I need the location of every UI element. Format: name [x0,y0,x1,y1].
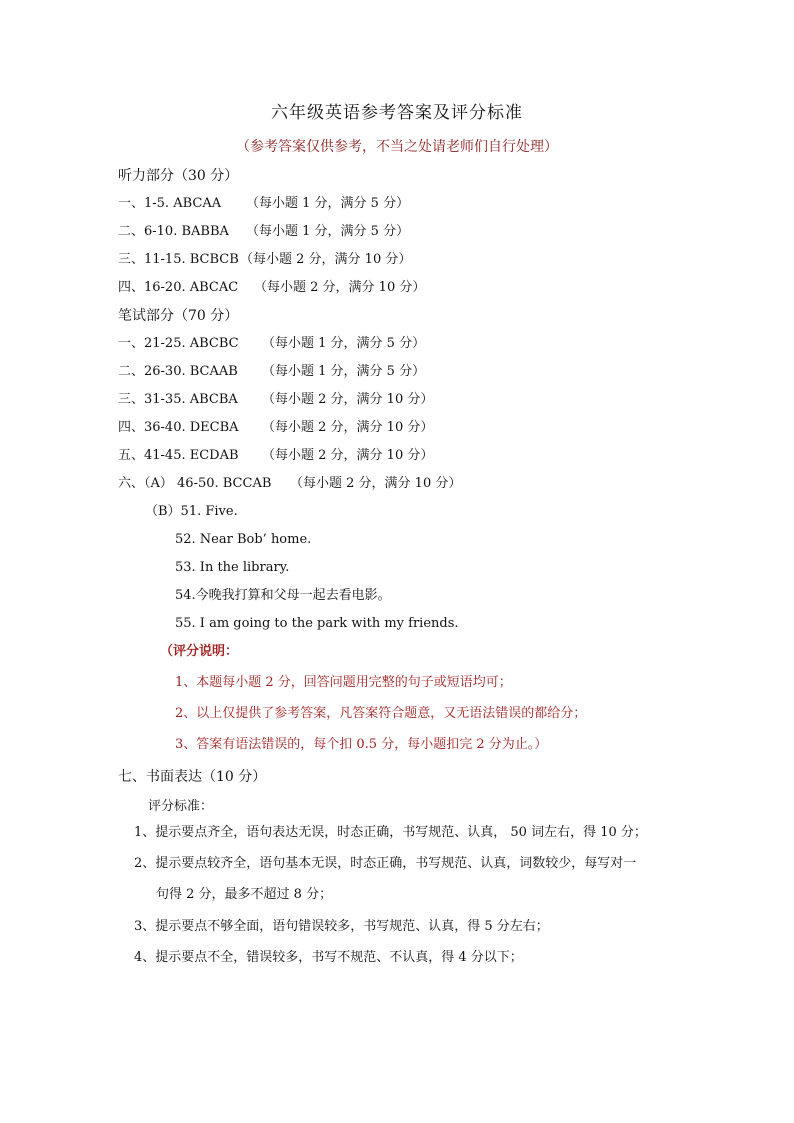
written-item-4 [118,419,434,437]
score-note: （每小题 1 分，满分 5 分） [262,364,426,379]
written-item-2 [118,363,426,381]
listening-item-2 [118,223,410,241]
score-note: （每小题 2 分，满分 10 分） [240,252,412,267]
score-note: （每小题 2 分，满分 10 分） [262,392,434,407]
part-b-answer-52: 52. Near Bob’ home. [175,532,312,547]
listening-item-3 [118,251,412,269]
written-item-5 [118,447,434,465]
answer-label: 四、16-20. ABCAC [118,280,239,295]
listening-heading: 听力部分（30 分） [118,168,239,184]
listening-item-4 [118,279,426,297]
answer-label: 一、1-5. ABCAA [118,196,222,211]
scoring-rule-1: 1、本题每小题 2 分，回答问题用完整的句子或短语均可； [175,675,512,690]
page-subtitle: （参考答案仅供参考，不当之处请老师们自行处理） [236,139,558,155]
writing-rule-3: 3、提示要点不够全面，语句错误较多，书写规范、认真，得 5 分左右； [134,919,549,934]
written-item-3 [118,391,434,409]
answer-label: 四、36-40. DECBA [118,420,239,435]
scoring-notes-heading: （评分说明： [160,644,239,659]
part-b-answer-51: （B）51. Five. [145,504,238,519]
writing-rule-2-cont: 句得 2 分，最多不超过 8 分； [156,887,333,902]
written-heading: 笔试部分（70 分） [118,308,239,324]
score-note: （每小题 2 分，满分 10 分） [262,448,434,463]
writing-rule-4: 4、提示要点不全，错误较多，书写不规范、不认真，得 4 分以下； [134,950,523,965]
score-note: （每小题 2 分，满分 10 分） [290,476,462,491]
answer-label: 三、31-35. ABCBA [118,392,238,407]
score-note: （每小题 2 分，满分 10 分） [254,280,426,295]
part-b-answer-54: 54.今晚我打算和父母一起去看电影。 [175,588,391,603]
answer-label: 三、11-15. BCBCB [118,252,239,267]
writing-rule-2: 2、提示要点较齐全，语句基本无误，时态正确，书写规范、认真，词数较少，每写对一 [134,856,637,871]
written-item-1 [118,335,426,353]
part-b-answer-55: 55. I am going to the park with my friends. [175,616,459,631]
writing-rule-1: 1、提示要点齐全，语句表达无误，时态正确，书写规范、认真， 50 词左右，得 10 分； [134,825,647,840]
written-item-6 [118,475,462,493]
writing-standard-label: 评分标准： [148,799,214,814]
scoring-rule-2: 2、以上仅提供了参考答案，凡答案符合题意，又无语法错误的都给分； [175,706,587,721]
score-note: （每小题 2 分，满分 10 分） [262,420,434,435]
part-b-answer-53: 53. In the library. [175,560,290,575]
listening-item-1 [118,195,410,213]
score-note: （每小题 1 分，满分 5 分） [262,336,426,351]
answer-label: 二、26-30. BCAAB [118,364,238,379]
page-title: 六年级英语参考答案及评分标准 [271,103,523,123]
answer-label: 二、6-10. BABBA [118,224,229,239]
answer-label: 六、（A） 46-50. BCCAB [118,476,272,491]
answer-label: 一、21-25. ABCBC [118,336,239,351]
answer-label: 五、41-45. ECDAB [118,448,239,463]
score-note: （每小题 1 分，满分 5 分） [246,196,410,211]
writing-heading: 七、书面表达（10 分） [118,769,267,785]
scoring-rule-3: 3、答案有语法错误的，每个扣 0.5 分，每小题扣完 2 分为止。） [175,737,548,752]
score-note: （每小题 1 分，满分 5 分） [246,224,410,239]
